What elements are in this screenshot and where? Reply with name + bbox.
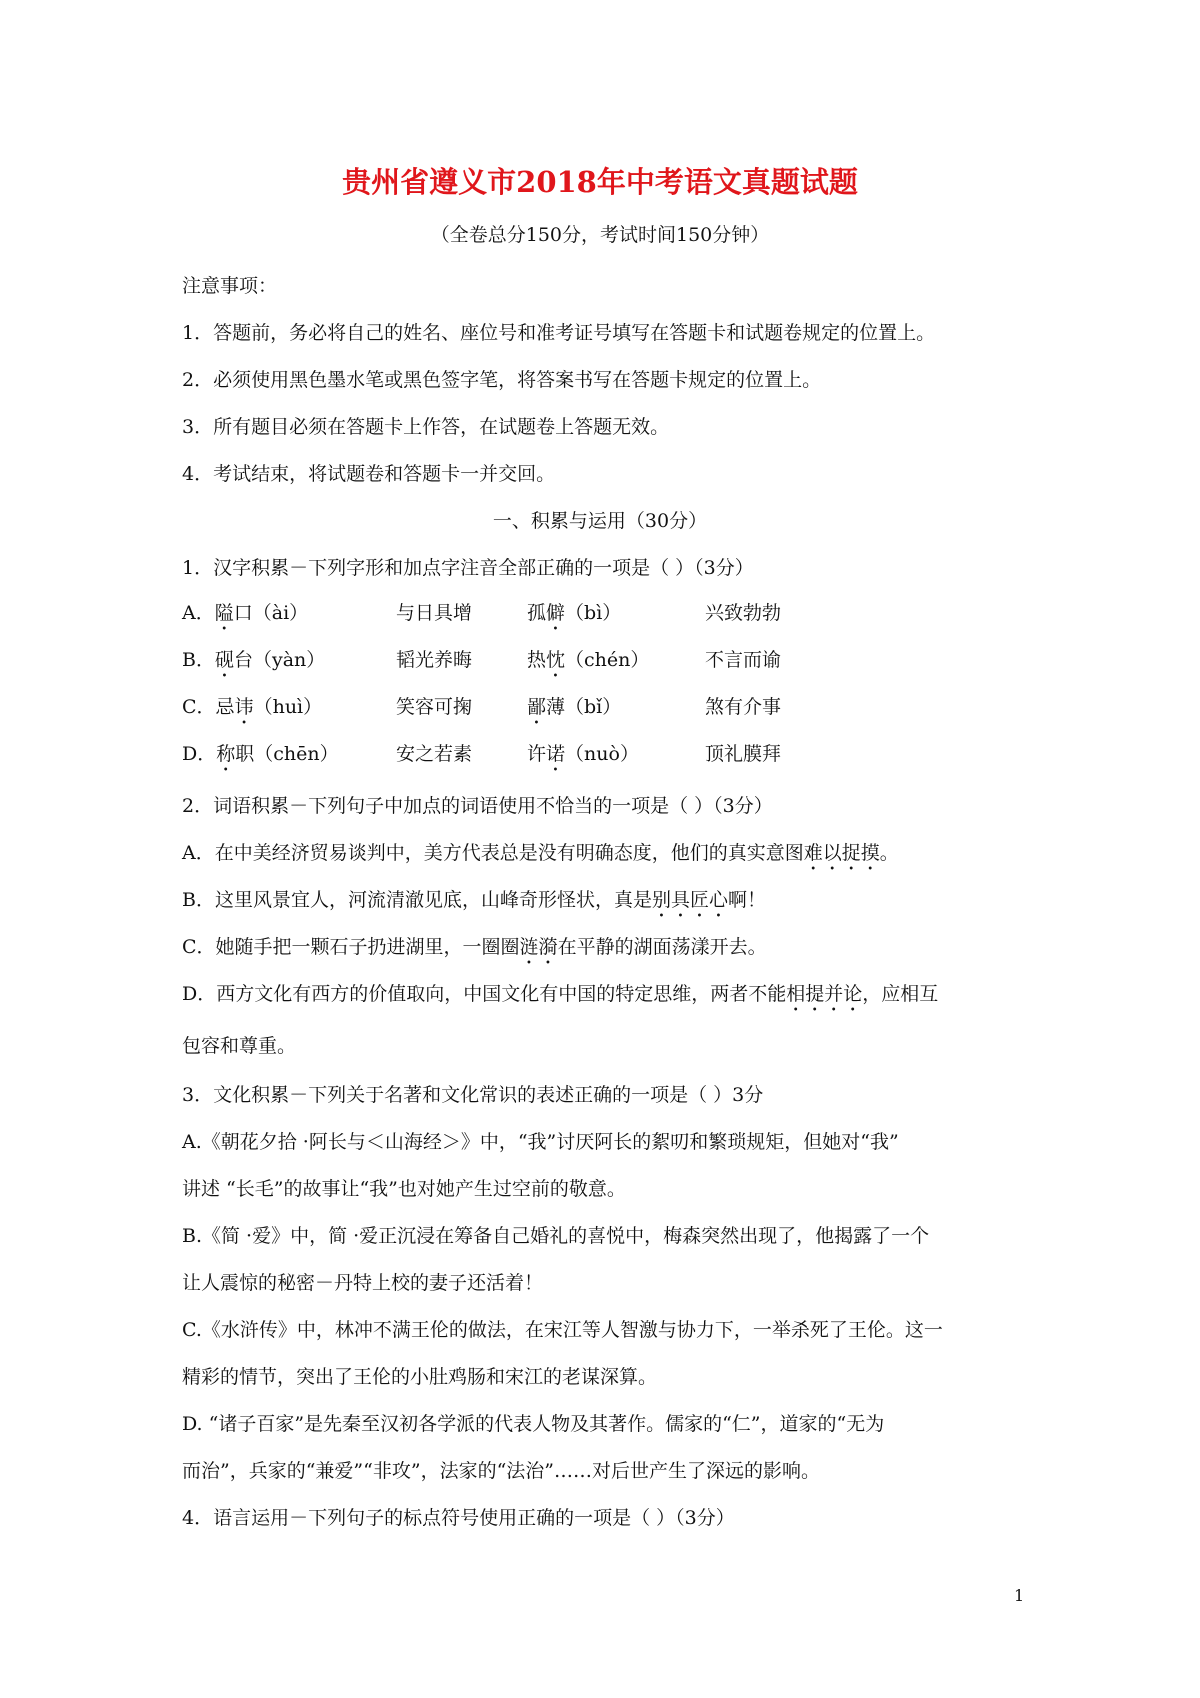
dotted-phrase: 难以捉摸 xyxy=(803,842,880,864)
dotted-phrase: 相提并论 xyxy=(786,983,863,1005)
page-number: 1 xyxy=(1014,1586,1025,1605)
option-word: 鄙薄（bǐ） xyxy=(527,696,622,718)
section-heading: 一、积累与运用（30分） xyxy=(492,510,708,532)
page-title: 贵州省遵义市2018年中考语文真题试题 xyxy=(342,165,858,199)
q4-stem: 4．语言运用－下列句子的标点符号使用正确的一项是（ ）（3分） xyxy=(182,1507,735,1529)
q3-line: A.《朝花夕拾 ·阿长与＜山海经＞》中，“我”讨厌阿长的絮叨和繁琐规矩，但她对“我” xyxy=(182,1131,899,1153)
dotted-char: 忱 xyxy=(546,649,566,671)
dotted-char: 僻 xyxy=(546,602,566,624)
q2-option-c: C．她随手把一颗石子扔进湖里，一圈圈涟漪在平静的湖面荡漾开去。 xyxy=(182,936,767,958)
option-word: 热忱（chén） xyxy=(527,649,650,671)
q3-line: 精彩的情节，突出了王伦的小肚鸡肠和宋江的老谋深算。 xyxy=(182,1366,658,1388)
q3-line: 而治”，兵家的“兼爱”“非攻”，法家的“法治”……对后世产生了深远的影响。 xyxy=(182,1460,820,1482)
dotted-char: 鄙 xyxy=(527,696,547,718)
q2-option-d: D．西方文化有西方的价值取向，中国文化有中国的特定思维，两者不能相提并论，应相互 xyxy=(182,983,939,1005)
notice-item: 1．答题前，务必将自己的姓名、座位号和准考证号填写在答题卡和试题卷规定的位置上。 xyxy=(182,322,936,344)
option-word: C．忌讳（huì） xyxy=(182,696,323,718)
q2-option-b: B．这里风景宜人，河流清澈见底，山峰奇形怪状，真是别具匠心啊！ xyxy=(182,889,766,911)
notice-item: 2．必须使用黑色墨水笔或黑色签字笔，将答案书写在答题卡规定的位置上。 xyxy=(182,369,822,391)
option-word: 孤僻（bì） xyxy=(527,602,622,624)
option-word: A．隘口（ài） xyxy=(182,602,309,624)
dotted-char: 诺 xyxy=(546,743,566,765)
q1-stem: 1．汉字积累－下列字形和加点字注音全部正确的一项是（ ）（3分） xyxy=(182,557,754,579)
q3-line: 讲述 “长毛”的故事让“我”也对她产生过空前的敬意。 xyxy=(182,1178,626,1200)
option-word: 笑容可掬 xyxy=(396,696,473,718)
dotted-phrase: 涟漪 xyxy=(519,936,558,958)
notice-item: 3．所有题目必须在答题卡上作答，在试题卷上答题无效。 xyxy=(182,416,670,438)
notice-item: 4．考试结束，将试题卷和答题卡一并交回。 xyxy=(182,463,556,485)
q2-option-d-cont: 包容和尊重。 xyxy=(182,1035,297,1057)
option-word: 许诺（nuò） xyxy=(527,743,639,765)
q2-option-a: A．在中美经济贸易谈判中，美方代表总是没有明确态度，他们的真实意图难以捉摸。 xyxy=(182,842,899,864)
page-subtitle: （全卷总分150分，考试时间150分钟） xyxy=(430,224,770,246)
q3-line: 让人震惊的秘密－丹特上校的妻子还活着！ xyxy=(182,1272,544,1294)
dotted-phrase: 别具匠心 xyxy=(651,889,728,911)
q3-line: B.《简 ·爱》中，简 ·爱正沉浸在筹备自己婚礼的喜悦中，梅森突然出现了，他揭露了一个 xyxy=(182,1225,930,1247)
q2-stem: 2．词语积累－下列句子中加点的词语使用不恰当的一项是（ ）（3分） xyxy=(182,795,773,817)
option-word: 兴致勃勃 xyxy=(705,602,782,624)
q3-stem: 3．文化积累－下列关于名著和文化常识的表述正确的一项是（ ）3分 xyxy=(182,1084,764,1106)
option-word: 安之若素 xyxy=(396,743,473,765)
dotted-char: 隘 xyxy=(214,602,234,624)
option-word: 煞有介事 xyxy=(705,696,782,718)
option-word: 不言而谕 xyxy=(705,649,782,671)
dotted-char: 讳 xyxy=(234,696,254,718)
dotted-char: 砚 xyxy=(214,649,234,671)
option-word: B．砚台（yàn） xyxy=(182,649,326,671)
option-word: 韬光养晦 xyxy=(396,649,473,671)
option-word: D．称职（chēn） xyxy=(182,743,339,765)
option-word: 顶礼膜拜 xyxy=(705,743,782,765)
q3-line: D. “诸子百家”是先秦至汉初各学派的代表人物及其著作。儒家的“仁”，道家的“无为 xyxy=(182,1413,885,1435)
q3-line: C.《水浒传》中，林冲不满王伦的做法，在宋江等人智激与协力下，一举杀死了王伦。这一 xyxy=(182,1319,943,1341)
notice-heading: 注意事项： xyxy=(182,275,278,297)
option-word: 与日具增 xyxy=(396,602,473,624)
dotted-char: 称 xyxy=(216,743,236,765)
